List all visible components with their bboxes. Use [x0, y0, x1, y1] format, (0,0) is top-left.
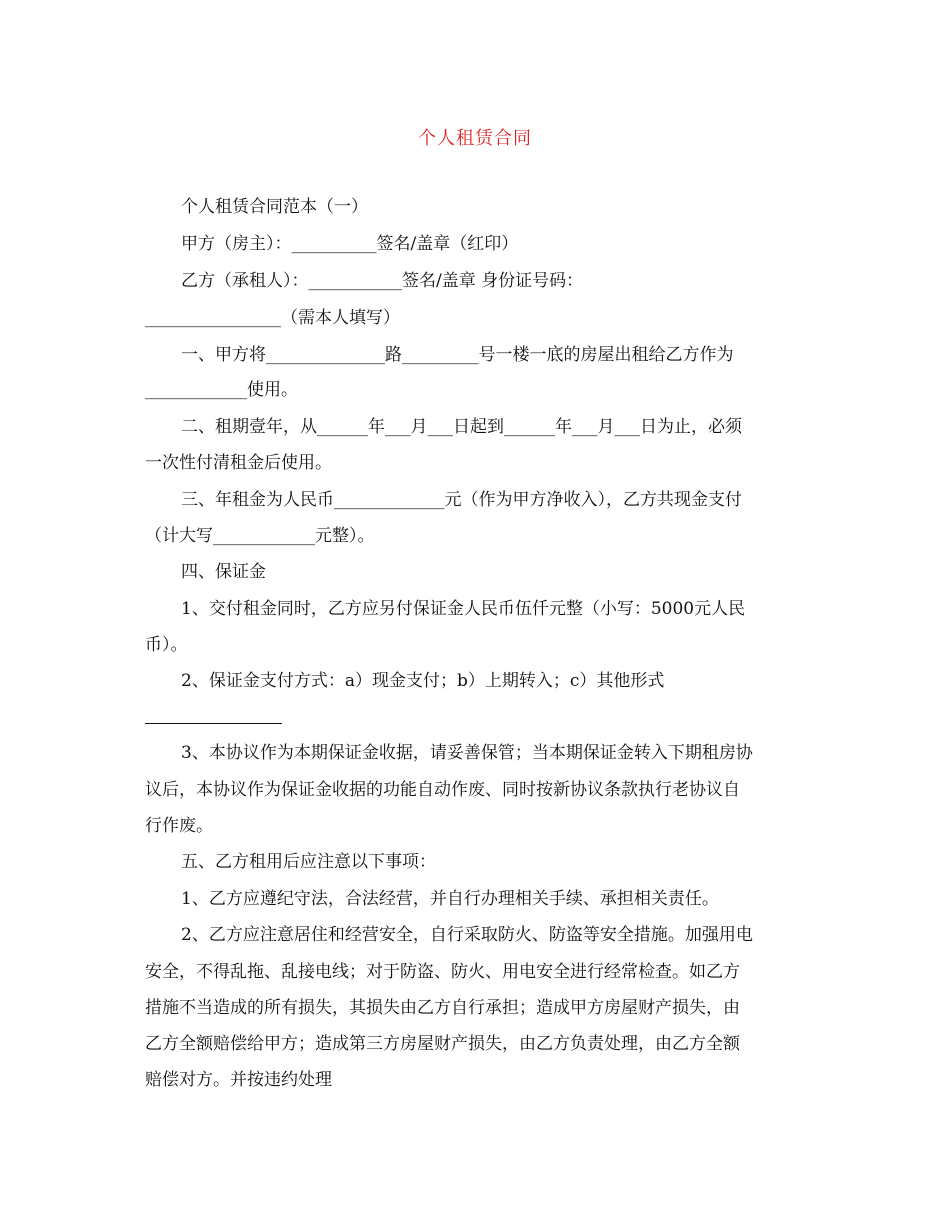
clause-4-heading: 四、保证金	[181, 562, 266, 582]
clause-5-item-1: 1、乙方应遵纪守法，合法经营，并自行办理相关手续、承担相关责任。	[181, 889, 719, 909]
document-title: 个人租赁合同	[418, 128, 532, 149]
clause-4-item-1-line-1: 1、交付租金同时，乙方应另付保证金人民币伍仟元整（小写：5000元人民	[181, 599, 746, 619]
clause-2-line-1: 二、租期壹年，从______年___月___日起到______年___月___日为止，必须	[181, 417, 742, 437]
clause-3-line-2: （计大写____________元整）。	[145, 526, 375, 546]
clause-1-line-2: ____________使用。	[145, 380, 298, 400]
clause-4-item-3-line-2: 议后，本协议作为保证金收据的功能自动作废、同时按新协议条款执行老协议自	[145, 780, 740, 800]
clause-4-item-1-line-2: 币）。	[145, 635, 188, 655]
clause-5-heading: 五、乙方租用后应注意以下事项：	[181, 852, 436, 872]
clause-4-item-2: 2、保证金支付方式：a）现金支付；b）上期转入；c）其他形式	[181, 671, 665, 691]
clause-5-item-2-line-2: 安全，不得乱拖、乱接电线；对于防盗、防火、用电安全进行经常检查。如乙方	[145, 962, 740, 982]
clause-5-item-2-line-4: 乙方全额赔偿给甲方；造成第三方房屋财产损失，由乙方负责处理，由乙方全额	[145, 1034, 740, 1054]
fill-in-blank-rule	[145, 723, 282, 724]
clause-5-item-2-line-3: 措施不当造成的所有损失，其损失由乙方自行承担；造成甲方房屋财产损失，由	[145, 998, 740, 1018]
id-number-line: ________________（需本人填写）	[145, 308, 400, 328]
clause-5-item-2-line-1: 2、乙方应注意居住和经营安全，自行采取防火、防盗等安全措施。加强用电	[181, 925, 753, 945]
clause-3-line-1: 三、年租金为人民币_____________元（作为甲方净收入），乙方共现金支付	[181, 490, 742, 510]
clause-4-item-3-line-1: 3、本协议作为本期保证金收据，请妥善保管；当本期保证金转入下期租房协	[181, 743, 753, 763]
party-b-line: 乙方（承租人）：___________签名/盖章 身份证号码：	[181, 271, 584, 291]
contract-subtitle: 个人租赁合同范本（一）	[181, 197, 368, 217]
clause-1-line-1: 一、甲方将______________路_________号一楼一底的房屋出租给乙方作为	[181, 345, 734, 365]
clause-4-item-3-line-3: 行作废。	[145, 816, 213, 836]
clause-5-item-2-line-5: 赔偿对方。并按违约处理	[145, 1070, 332, 1090]
party-a-line: 甲方（房主）：__________签名/盖章（红印）	[181, 234, 519, 254]
clause-2-line-2: 一次性付清租金后使用。	[145, 453, 332, 473]
